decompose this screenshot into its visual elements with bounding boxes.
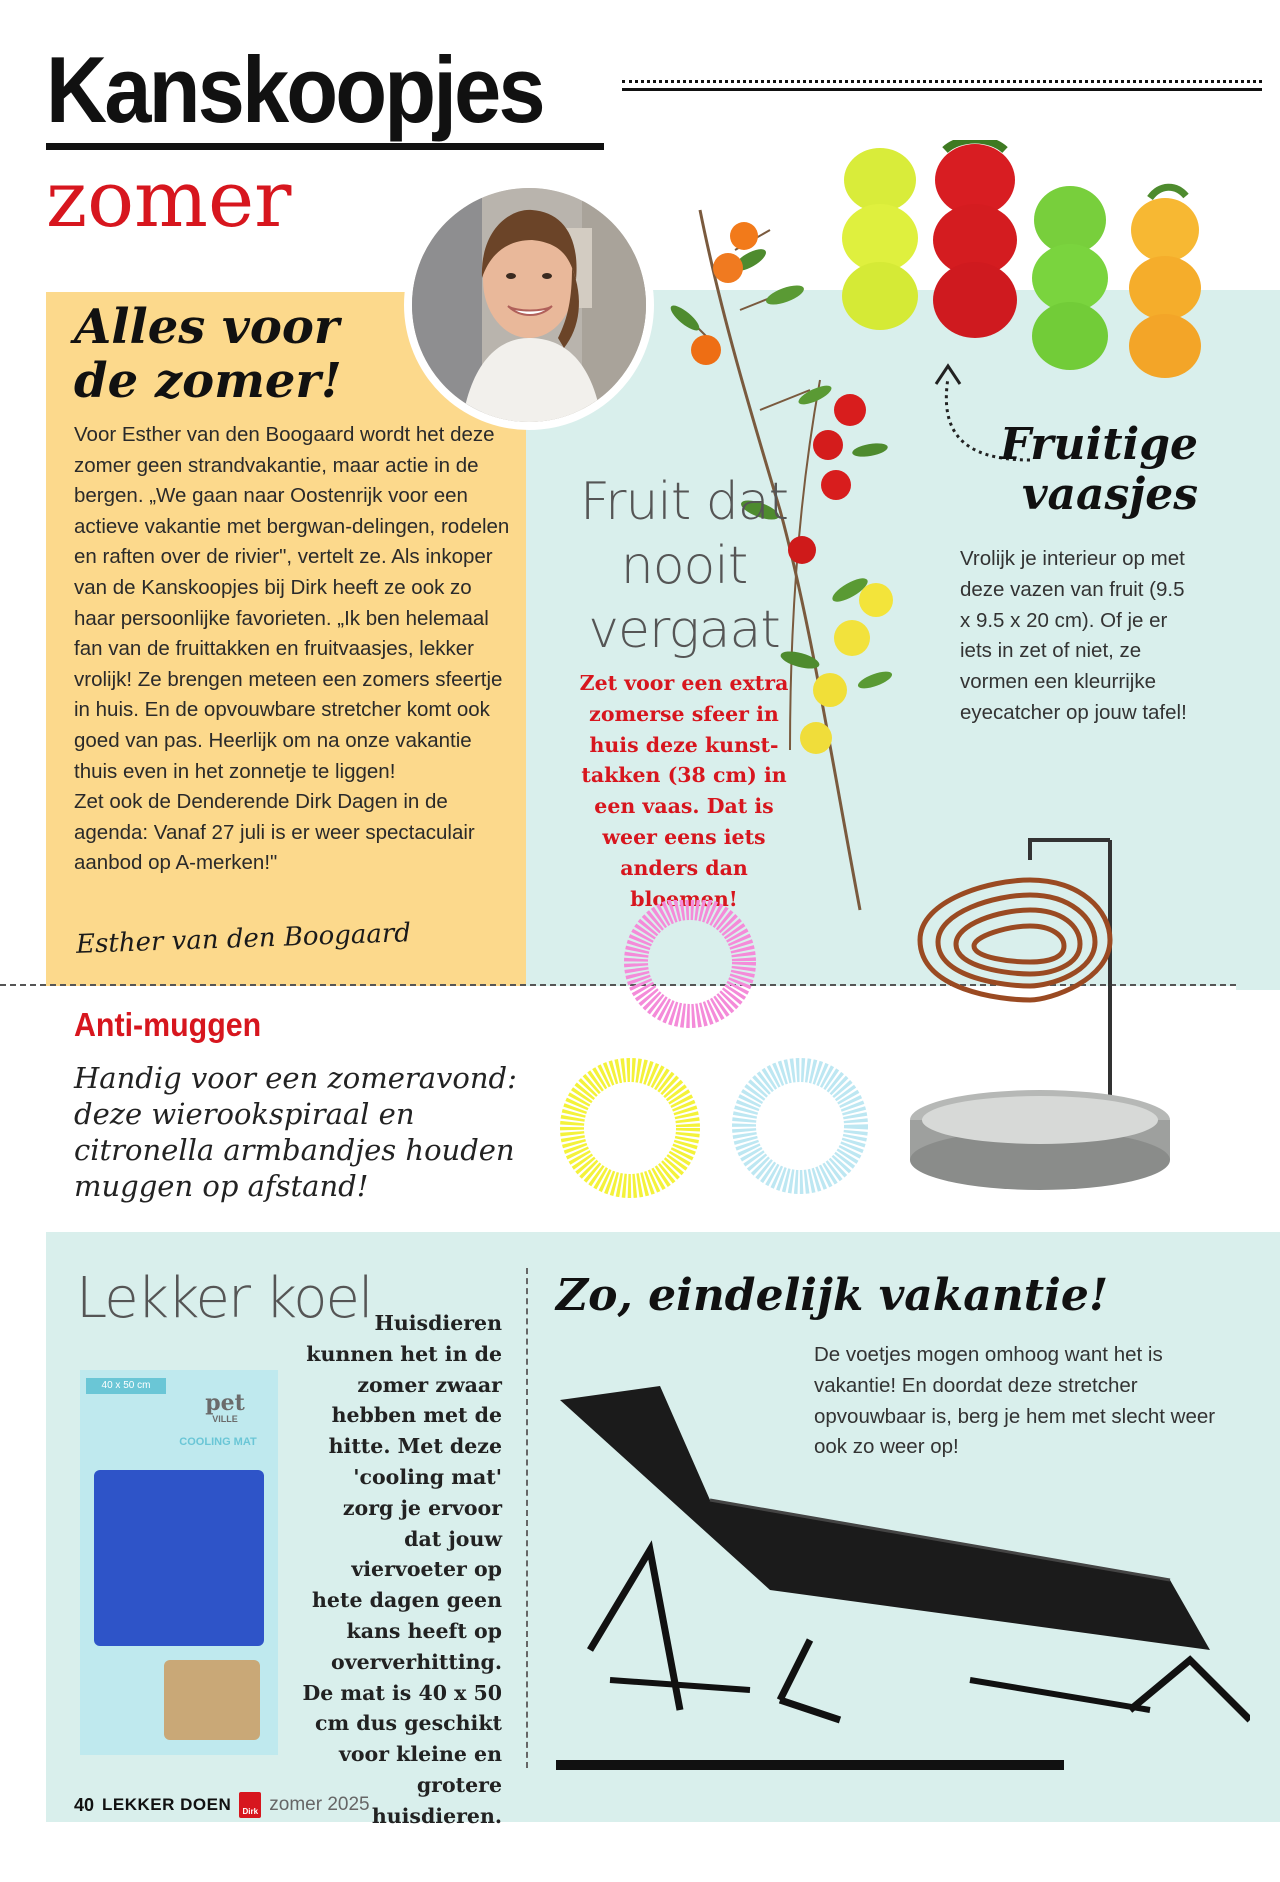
fruit-branches-title-line2: nooit [620, 536, 748, 596]
lounger-illustration [550, 1380, 1250, 1760]
column-divider [526, 1268, 528, 1768]
cooling-mat-package [80, 1370, 278, 1755]
cooling-mat [94, 1470, 264, 1646]
title-underline [46, 143, 604, 150]
footer [74, 1792, 370, 1818]
fruit-branches-title-line1: Fruit dat [579, 472, 789, 532]
fruit-branches-title [560, 470, 808, 662]
fruit-branches-title-line3: vergaat [588, 600, 780, 660]
fruit-vases-text: Vrolijk je interieur op met deze vazen van fruit (9.5 x 9.5 x 20 cm). Of je er iets in zet of niet, ze vormen een kleurrijke eyecatcher op jouw tafel! [960, 547, 1187, 724]
dirk-logo: Dirk [239, 1792, 261, 1818]
intro-title [74, 300, 474, 408]
lemon-vase [842, 148, 918, 330]
page-number: 40 [74, 1794, 95, 1815]
fruit-vases-title-line1: Fruitige [999, 419, 1198, 470]
magazine-name: LEKKER DOEN [102, 1795, 232, 1814]
bracelets-illustration [560, 900, 880, 1230]
anti-mosquito-text: Handig voor een zomeravond: deze wierookspiraal en citronella armbandjes houden muggen op afstand! [74, 1061, 517, 1203]
lounger-bar [556, 1760, 1064, 1770]
strawberry-vase [933, 140, 1017, 338]
package-brand: pet [205, 1390, 245, 1416]
lounger-title: Zo, eindelijk vakantie! [556, 1270, 1109, 1321]
intro-body-text-2: Zet ook de Denderende Dirk Dagen in de agenda: Vanaf 27 juli is er weer spectaculair aanbod op A-merken!" [74, 790, 475, 875]
header-rule [622, 80, 1262, 91]
intro-title-line1: Alles voor [74, 299, 340, 355]
orange-vase [1129, 187, 1201, 378]
intro-title-line2: de zomer! [74, 353, 342, 409]
mosquito-coil-illustration [900, 820, 1200, 1200]
intro-body-text: Voor Esther van den Boogaard wordt het deze zomer geen strandvakantie, maar actie in de bergen. „We gaan naar Oostenrijk voor een actieve vakantie met bergwan-delingen, rodelen en raften over de rivier", vertelt ze. Als inkoper van de Kanskoopjes bij Dirk heeft ze ook zo haar persoonlijke favorieten. „Ik ben helemaal fan van de fruittakken en fruitvaasjes, lekker vrolijk! Ze brengen meteen een zomers sfeertje in huis. En de opvouwbare stretcher komt ook goed van pas. Heerlijk om na onze vakantie thuis even in het zonnetje te liggen! [74, 423, 510, 783]
package-brand-sub: VILLE [212, 1414, 238, 1424]
page-subtitle: zomer [46, 155, 292, 245]
season-label: zomer 2025 [269, 1794, 370, 1815]
page-title: Kanskoopjes [46, 37, 543, 142]
fruit-branches-text: Zet voor een extra zomerse sfeer in huis deze kunst-takken (38 cm) in een vaas. Dat is weer eens iets anders dan bloemen! [579, 671, 789, 911]
package-size-label: 40 x 50 cm [86, 1378, 166, 1394]
anti-mosquito-title: Anti-muggen [74, 1006, 262, 1043]
apple-vase [1032, 186, 1108, 370]
fruit-vases-title [940, 420, 1198, 520]
cooling-mat-title: Lekker koel [76, 1266, 372, 1331]
lounger-text: De voetjes mogen omhoog want het is vakantie! En doordat deze stretcher opvouwbaar is, berg je hem met slecht weer ook zo weer op! [814, 1343, 1216, 1459]
fruit-vases-title-line2: vaasjes [1021, 469, 1198, 520]
signature: Esther van den Boogaard [75, 918, 412, 960]
dog-photo [164, 1660, 260, 1740]
package-label: COOLING MAT [179, 1436, 257, 1448]
cooling-mat-text: Huisdieren kunnen het in de zomer zwaar hebben met de hitte. Met deze 'cooling mat' zorg je ervoor dat jouw viervoeter op hete dagen geen kans heeft op oververhitting. De mat is 40 x 50 cm dus geschikt voor kleine en grotere huisdieren. [302, 1311, 502, 1828]
intro-body [74, 420, 514, 879]
